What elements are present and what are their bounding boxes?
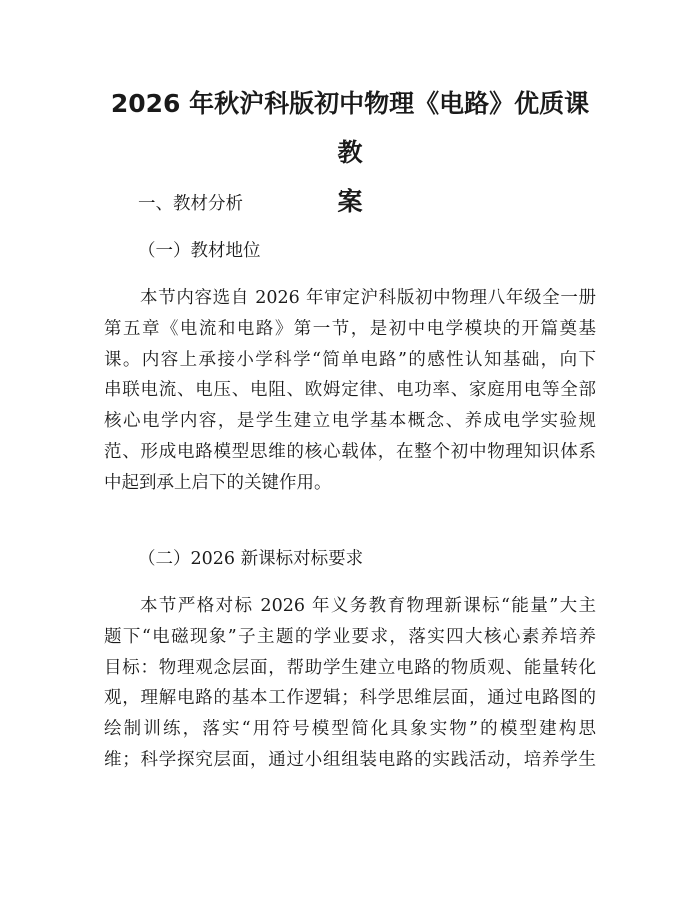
paragraph-line: 绘制训练，落实“用符号模型简化具象实物”的模型建构思 — [104, 719, 596, 740]
title-line-1: 2026 年秋沪科版初中物理《电路》优质课教 — [110, 89, 590, 167]
paragraph-line: 核心电学内容，是学生建立电学基本概念、养成电学实验规 — [104, 411, 596, 432]
paragraph-line: 目标：物理观念层面，帮助学生建立电路的物质观、能量转化 — [104, 657, 596, 678]
paragraph-line: 观，理解电路的基本工作逻辑；科学思维层面，通过电路图的 — [104, 688, 596, 709]
subsection-heading-textbook-position: （一）教材地位 — [138, 241, 261, 261]
paragraph-textbook-position — [104, 283, 596, 499]
paragraph-line: 本节内容选自 2026 年审定沪科版初中物理八年级全一册 — [140, 288, 596, 308]
paragraph-line: 本节严格对标 2026 年义务教育物理新课标“能量”大主 — [140, 596, 596, 616]
paragraph-line: 范、形成电路模型思维的核心载体，在整个初中物理知识体系 — [104, 441, 596, 462]
section-heading-textbook-analysis: 一、教材分析 — [138, 194, 243, 214]
paragraph-line: 中起到承上启下的关键作用。 — [104, 472, 332, 493]
title-line-2: 案 — [337, 187, 363, 216]
paragraph-line: 题下“电磁现象”子主题的学业要求，落实四大核心素养培养 — [104, 626, 596, 647]
paragraph-line: 第五章《电流和电路》第一节，是初中电学模块的开篇奠基 — [104, 318, 596, 339]
paragraph-line: 串联电流、电压、电阻、欧姆定律、电功率、家庭用电等全部 — [104, 380, 596, 401]
paragraph-line: 维；科学探究层面，通过小组组装电路的实践活动，培养学生 — [104, 749, 596, 770]
paragraph-line: 课。内容上承接小学科学“简单电路”的感性认知基础，向下 — [104, 349, 596, 370]
subsection-heading-curriculum-standards: （二）2026 新课标对标要求 — [138, 549, 364, 569]
paragraph-curriculum-standards — [104, 591, 596, 776]
